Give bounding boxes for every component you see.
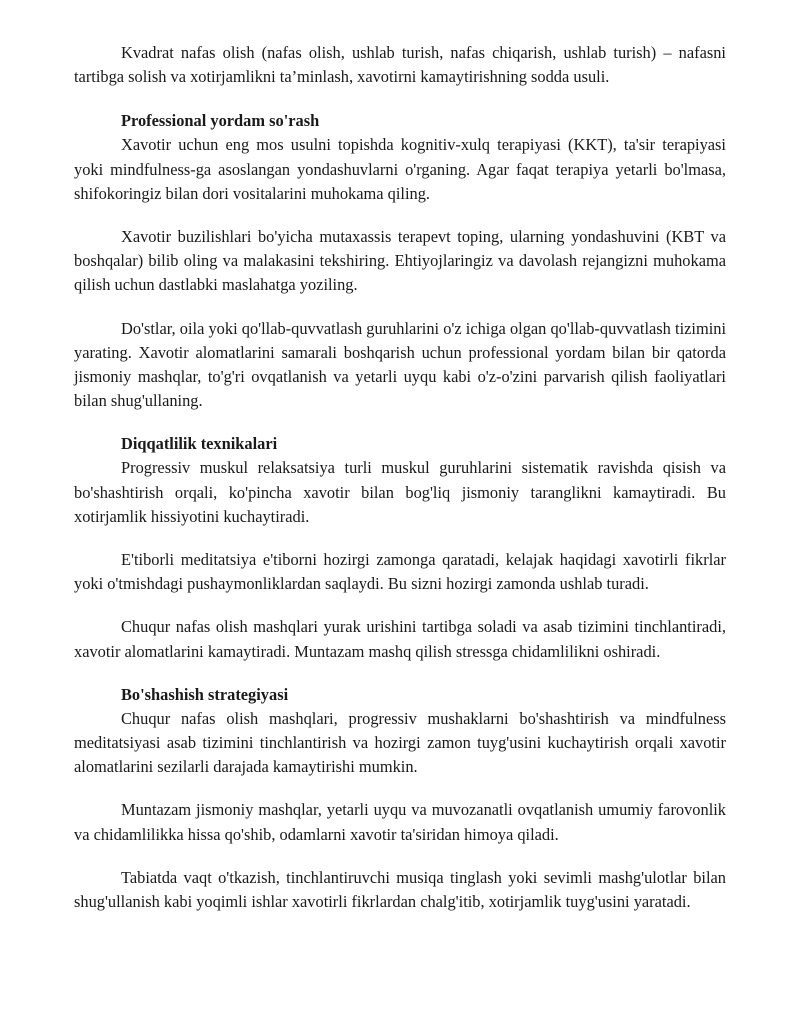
section-heading: Professional yordam so'rash [121, 111, 320, 131]
section-paragraph: Xavotir buzilishlari bo'yicha mutaxassis terapevt toping, ularning yondashuvini (KBT va boshqalar) bilib oling va malakasini tekshiring. Ehtiyojlaringiz va davolash rejangizni muhokama qilish uchun dastlabki maslahatga yoziling. [74, 227, 726, 295]
intro-paragraph: Kvadrat nafas olish (nafas olish, ushlab turish, nafas chiqarish, ushlab turish) – nafasni tartibga solish va xotirjamlikni ta’minlash, xavotirni kamaytirishning sodda usuli. [74, 43, 726, 87]
section-paragraph: Muntazam jismoniy mashqlar, yetarli uyqu va muvozanatli ovqatlanish umumiy farovonlik va chidamlilikka hissa qo'shib, odamlarni xavotir ta'siridan himoya qiladi. [74, 800, 726, 844]
section-paragraph: Progressiv muskul relaksatsiya turli muskul guruhlarini sistematik ravishda qisish va bo'shashtirish orqali, ko'pincha xavotir bilan bog'liq jismoniy taranglikni kamaytiradi. Bu xotirjamlik hissiyotini kuchaytiradi. [74, 458, 726, 526]
section-heading: Bo'shashish strategiyasi [121, 684, 289, 704]
section-professional-help [74, 109, 726, 413]
section-mindfulness-techniques [74, 432, 726, 663]
section-paragraph: E'tiborli meditatsiya e'tiborni hozirgi zamonga qaratadi, kelajak haqidagi xavotirli fikrlar yoki o'tmishdagi pushaymonliklardan saqlaydi. Bu sizni hozirgi zamonda ushlab turadi. [74, 550, 726, 594]
section-heading: Diqqatlilik texnikalari [121, 434, 278, 454]
section-relaxation-strategy [74, 683, 726, 914]
section-paragraph: Do'stlar, oila yoki qo'llab-quvvatlash guruhlarini o'z ichiga olgan qo'llab-quvvatlash tizimini yarating. Xavotir alomatlarini samarali boshqarish uchun professional yordam bilan bir qatorda jismoniy mashqlar, to'g'ri ovqatlanish va yetarli uyqu kabi o'z-o'zini parvarish qilish faoliyatlari bilan shug'ullaning. [74, 318, 726, 411]
section-paragraph: Chuqur nafas olish mashqlari yurak urishini tartibga soladi va asab tizimini tinchlantiradi, xavotir alomatlarini kamaytiradi. Muntazam mashq qilish stressga chidamlilikni oshiradi. [74, 617, 726, 661]
section-paragraph: Chuqur nafas olish mashqlari, progressiv mushaklarni bo'shashtirish va mindfulness meditatsiyasi asab tizimini tinchlantirish va hozirgi zamon tuyg'usini kuchaytirish orqali xavotir alomatlarini sezilarli darajada kamaytirishi mumkin. [74, 708, 726, 777]
section-paragraph: Xavotir uchun eng mos usulni topishda kognitiv-xulq terapiyasi (KKT), ta'sir terapiyasi yoki mindfulness-ga asoslangan yondashuvlarni o'rganing. Agar faqat terapiya yetarli bo'lmasa, shifokoringiz bilan dori vositalarini muhokama qiling. [74, 135, 726, 203]
section-paragraph: Tabiatda vaqt o'tkazish, tinchlantiruvchi musiqa tinglash yoki sevimli mashg'ulotlar bilan shug'ullanish kabi yoqimli ishlar xavotirli fikrlardan chalg'itib, xotirjamlik tuyg'usini yaratadi. [74, 867, 726, 912]
